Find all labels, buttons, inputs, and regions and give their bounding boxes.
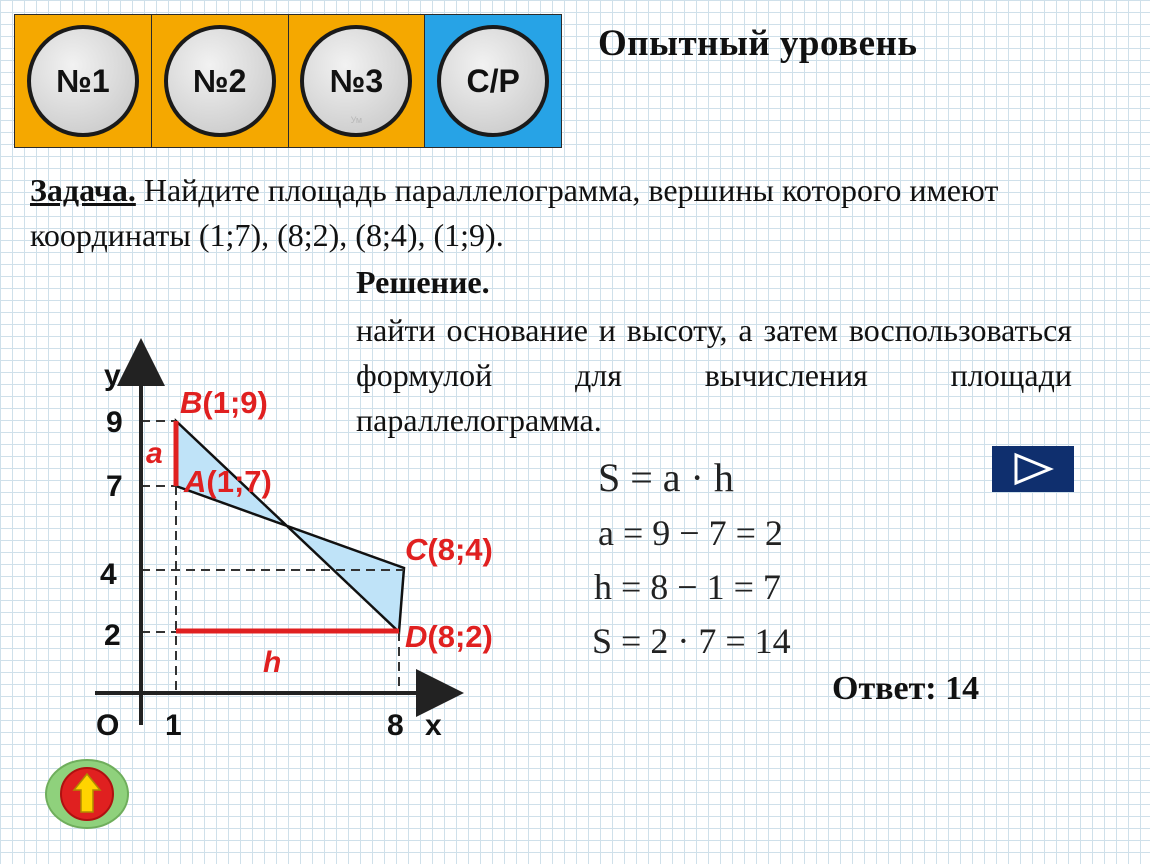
solution-heading: Решение. [356, 264, 490, 300]
next-slide-button[interactable] [992, 446, 1074, 492]
y-tick-2: 2 [104, 619, 121, 652]
nav-sublabel-3: Ум [350, 115, 363, 125]
vertex-c-name: C [405, 532, 428, 567]
parallelogram [176, 421, 404, 632]
nav-label-2: №2 [192, 62, 247, 99]
coordinate-graph [0, 0, 520, 760]
answer: Ответ: 14 [832, 670, 980, 707]
vertex-b-name: B [180, 385, 203, 420]
up-arrow-icon [44, 758, 130, 830]
vertex-b-coords: (1;9) [202, 385, 268, 420]
vertex-d-name: D [405, 619, 428, 654]
formula-s: S = 2 · 7 = 14 [592, 621, 791, 661]
y-tick-4: 4 [100, 558, 117, 591]
task-label: Задача. [30, 172, 136, 208]
nav-label-1: №1 [56, 62, 110, 99]
vertex-d-coords: (8;2) [427, 619, 493, 654]
x-axis-label: x [425, 709, 442, 742]
vertex-label-a [183, 464, 272, 499]
x-tick-1: 1 [165, 709, 182, 742]
segment-h-label: h [263, 646, 282, 679]
nav-label-3: №3 [329, 62, 384, 99]
play-triangle-icon [1010, 452, 1056, 486]
formula-a: a = 9 − 7 = 2 [598, 513, 783, 553]
formula-area: S = a · h [598, 455, 734, 500]
vertex-label-d [405, 619, 493, 654]
vertex-c-coords: (8;4) [427, 532, 493, 567]
vertex-label-c [405, 532, 493, 567]
vertex-a-name: A [184, 464, 207, 499]
formula-h: h = 8 − 1 = 7 [594, 567, 781, 607]
vertex-a-coords: (1;7) [206, 464, 272, 499]
back-to-top-button[interactable] [44, 758, 130, 830]
task-text: Найдите площадь параллелограмма, вершины которого имеют координаты (1;7), (8;2), (8;4), (1;9). [30, 172, 999, 253]
solution-text: найти основание и высоту, а затем воспользоваться формулой для вычисления площади параллелограмма. [356, 312, 1072, 438]
y-tick-9: 9 [106, 406, 123, 439]
x-tick-8: 8 [387, 709, 404, 742]
vertex-label-b [180, 385, 268, 420]
level-title: Опытный уровень [598, 23, 918, 64]
origin-label: O [96, 709, 120, 742]
segment-a-label: a [146, 437, 163, 470]
y-tick-7: 7 [106, 470, 123, 503]
y-axis-label: y [104, 359, 121, 392]
nav-label-sr: С/Р [466, 62, 520, 99]
